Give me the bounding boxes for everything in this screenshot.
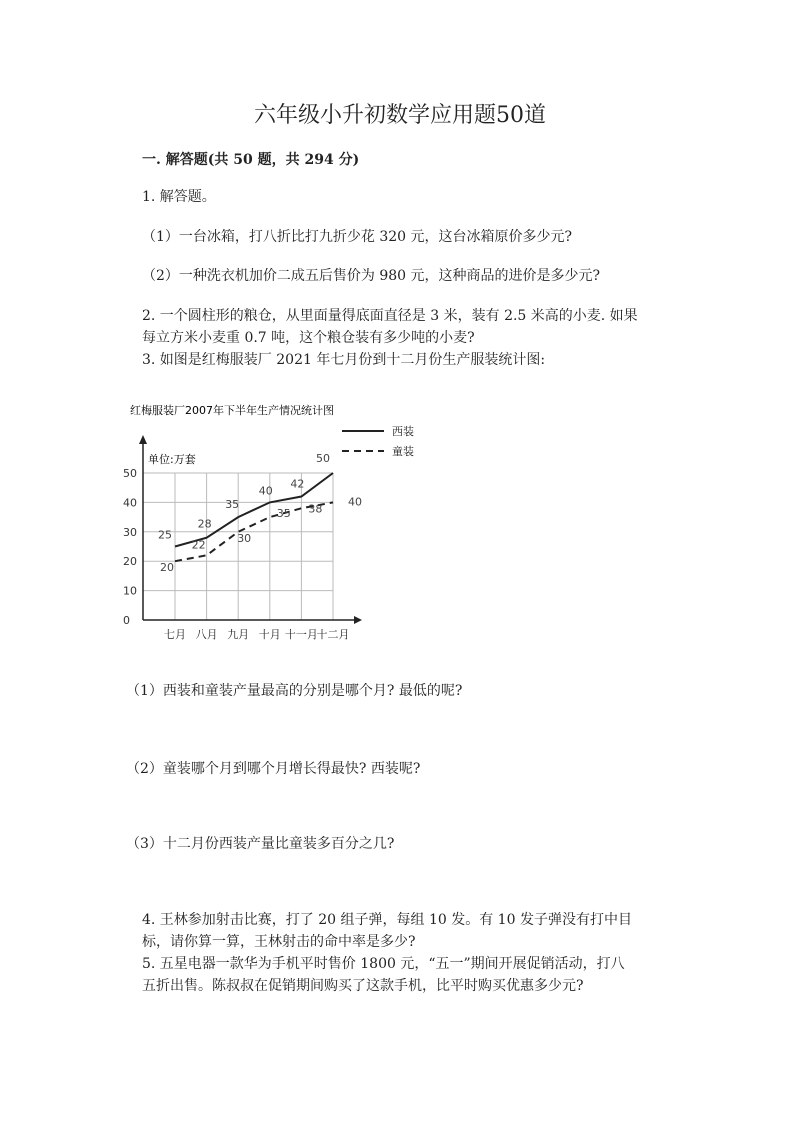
- x-tick-label: 九月: [227, 628, 250, 641]
- x-tick-label: 七月: [164, 628, 186, 641]
- q3-part3: （3）十二月份西装产量比童装多百分之几?: [126, 836, 395, 852]
- page-title: 六年级小升初数学应用题50道: [254, 103, 546, 128]
- q4-line2: 标，请你算一算，王林射击的命中率是多少?: [142, 934, 416, 950]
- q3-part2: （2）童装哪个月到哪个月增长得最快? 西装呢?: [126, 761, 421, 777]
- y-tick-label: 40: [123, 496, 137, 510]
- x-tick-label: 十一月: [284, 628, 318, 641]
- q3-stem: 3. 如图是红梅服装厂 2021 年七月份到十二月份生产服装统计图:: [142, 352, 546, 368]
- y-tick-label: 50: [123, 467, 137, 480]
- q2-line1: 2. 一个圆柱形的粮仓，从里面量得底面直径是 3 米，装有 2.5 米高的小麦. 如果: [142, 308, 638, 324]
- legend-label: 西装: [392, 425, 414, 438]
- data-label: 35: [225, 498, 240, 512]
- chart-title: 红梅服装厂2007年下半年生产情况统计图: [130, 404, 334, 417]
- legend-label: 童装: [392, 445, 414, 458]
- data-label: 40: [258, 484, 273, 498]
- data-label: 35: [276, 507, 291, 521]
- x-tick-label: 十二月: [316, 628, 350, 641]
- x-tick-label: 十月: [258, 628, 281, 641]
- unit-label: 单位:万套: [148, 453, 196, 466]
- y-tick-label: 10: [123, 584, 137, 598]
- data-label: 28: [197, 517, 212, 531]
- q2-line2: 每立方米小麦重 0.7 吨，这个粮仓装有多少吨的小麦?: [142, 330, 475, 346]
- q5-line2: 五折出售。陈叔叔在促销期间购买了这款手机，比平时购买优惠多少元?: [142, 978, 584, 994]
- data-label: 42: [290, 477, 305, 491]
- x-tick-label: 八月: [195, 628, 218, 641]
- data-label: 40: [348, 495, 362, 509]
- q1-stem: 1. 解答题。: [142, 189, 216, 205]
- y-axis-arrow: [139, 435, 147, 444]
- section-heading: 一. 解答题(共 50 题，共 294 分): [142, 152, 360, 168]
- data-label: 22: [191, 538, 206, 552]
- data-label: 30: [237, 531, 252, 545]
- y-tick-label: 0: [123, 614, 130, 627]
- data-label: 38: [308, 502, 323, 516]
- x-axis-arrow: [354, 616, 362, 624]
- q5-line1: 5. 五星电器一款华为手机平时售价 1800 元，“五一”期间开展促销活动，打八: [142, 956, 625, 972]
- data-label: 25: [158, 528, 172, 542]
- q3-part1: （1）西装和童装产量最高的分别是哪个月? 最低的呢?: [126, 683, 463, 699]
- q1-part2: （2）一种洗衣机加价二成五后售价为 980 元，这种商品的进价是多少元?: [142, 268, 601, 284]
- data-label: 20: [160, 561, 174, 575]
- q4-line1: 4. 王林参加射击比赛，打了 20 组子弹，每组 10 发。有 10 发子弹没有打中目: [142, 912, 632, 928]
- y-tick-label: 30: [123, 525, 137, 539]
- q1-part1: （1）一台冰箱，打八折比打九折少花 320 元，这台冰箱原价多少元?: [142, 229, 573, 245]
- y-tick-label: 20: [123, 555, 137, 569]
- data-label: 50: [316, 452, 330, 465]
